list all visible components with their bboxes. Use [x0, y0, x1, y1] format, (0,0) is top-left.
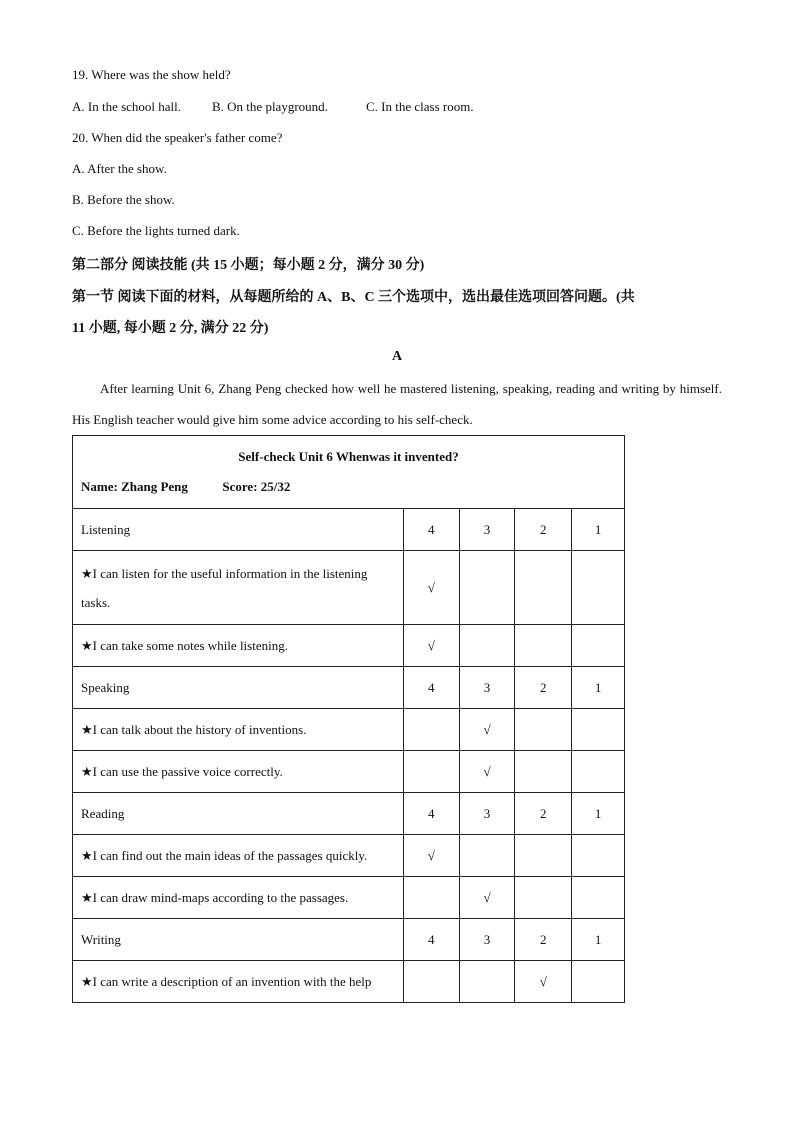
rating-cell [572, 551, 625, 625]
section-label: Writing [73, 919, 404, 961]
rating-cell [572, 751, 625, 793]
criteria-row [73, 751, 625, 793]
criteria-text: ★I can take some notes while listening. [73, 625, 404, 667]
rating-cell [459, 835, 515, 877]
option-a: A. In the school hall. [72, 99, 182, 114]
rating-cell [572, 709, 625, 751]
rating-cell [403, 877, 459, 919]
option-c: C. In the class room. [366, 99, 474, 114]
criteria-row [73, 877, 625, 919]
question-20: 20. When did the speaker's father come? [72, 130, 283, 145]
rating-cell [572, 625, 625, 667]
criteria-text: ★I can draw mind-maps according to the passages. [73, 877, 404, 919]
scale-header-1: 1 [572, 919, 625, 961]
section-row-reading [73, 793, 625, 835]
scale-header-4: 4 [403, 667, 459, 709]
rating-cell [403, 961, 459, 1003]
check-mark: √ [403, 551, 459, 625]
rating-cell [459, 625, 515, 667]
scale-header-3: 3 [459, 667, 515, 709]
criteria-text: ★I can listen for the useful information in the listening tasks. [73, 551, 404, 625]
section-instruction-line1: 第一节 阅读下面的材料，从每题所给的 A、B、C 三个选项中，选出最佳选项回答问题。(共 [72, 290, 635, 305]
scale-header-2: 2 [515, 509, 572, 551]
scale-header-3: 3 [459, 793, 515, 835]
question-19-options [72, 99, 474, 115]
option-b: B. On the playground. [212, 99, 328, 114]
rating-cell [515, 625, 572, 667]
part2-heading: 第二部分 阅读技能 (共 15 小题；每小题 2 分，满分 30 分) [72, 258, 425, 273]
option-c: C. Before the lights turned dark. [72, 223, 240, 238]
section-row-listening [73, 509, 625, 551]
section-label: Speaking [73, 667, 404, 709]
rating-cell [515, 551, 572, 625]
section-label: Reading [73, 793, 404, 835]
option-a: A. After the show. [72, 161, 167, 176]
scale-header-2: 2 [515, 667, 572, 709]
rating-cell [572, 961, 625, 1003]
self-check-table [72, 435, 625, 1003]
check-mark: √ [515, 961, 572, 1003]
table-title: Self-check Unit 6 Whenwas it invented? [238, 449, 459, 464]
score: Score: 25/32 [222, 479, 291, 494]
section-row-writing [73, 919, 625, 961]
criteria-row [73, 961, 625, 1003]
rating-cell [572, 877, 625, 919]
rating-cell [515, 835, 572, 877]
scale-header-1: 1 [572, 793, 625, 835]
question-19: 19. Where was the show held? [72, 67, 231, 82]
rating-cell [515, 709, 572, 751]
passage-letter: A [391, 349, 403, 364]
scale-header-1: 1 [572, 509, 625, 551]
criteria-row [73, 835, 625, 877]
table-header [73, 436, 625, 509]
scale-header-1: 1 [572, 667, 625, 709]
rating-cell [403, 709, 459, 751]
check-mark: √ [403, 625, 459, 667]
rating-cell [515, 877, 572, 919]
option-b: B. Before the show. [72, 192, 175, 207]
scale-header-3: 3 [459, 919, 515, 961]
scale-header-2: 2 [515, 793, 572, 835]
criteria-row [73, 709, 625, 751]
student-name: Name: Zhang Peng [81, 479, 188, 494]
criteria-text: ★I can talk about the history of inventions. [73, 709, 404, 751]
scale-header-4: 4 [403, 919, 459, 961]
passage-intro: After learning Unit 6, Zhang Peng checked how well he mastered listening, speaking, reading and writing by himself. His English teacher would give him some advice according to his self-check. [72, 381, 722, 427]
check-mark: √ [459, 709, 515, 751]
scale-header-4: 4 [403, 793, 459, 835]
scale-header-3: 3 [459, 509, 515, 551]
criteria-row [73, 625, 625, 667]
section-instruction-line2: 11 小题, 每小题 2 分, 满分 22 分) [72, 321, 269, 336]
criteria-text: ★I can write a description of an invention with the help [73, 961, 404, 1003]
criteria-row [73, 551, 625, 625]
section-row-speaking [73, 667, 625, 709]
rating-cell [572, 835, 625, 877]
rating-cell [403, 751, 459, 793]
check-mark: √ [403, 835, 459, 877]
rating-cell [459, 961, 515, 1003]
criteria-text: ★I can find out the main ideas of the passages quickly. [73, 835, 404, 877]
check-mark: √ [459, 751, 515, 793]
scale-header-4: 4 [403, 509, 459, 551]
rating-cell [459, 551, 515, 625]
section-label: Listening [73, 509, 404, 551]
check-mark: √ [459, 877, 515, 919]
criteria-text: ★I can use the passive voice correctly. [73, 751, 404, 793]
rating-cell [515, 751, 572, 793]
scale-header-2: 2 [515, 919, 572, 961]
